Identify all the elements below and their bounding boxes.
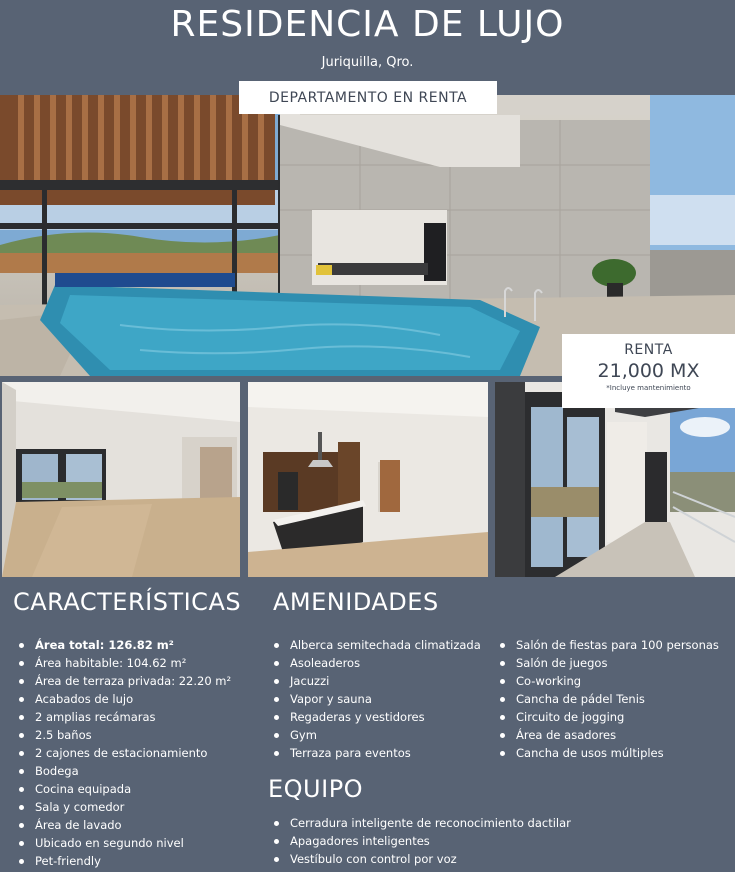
list-item: Bodega: [14, 762, 231, 780]
price-box: [562, 334, 735, 408]
list-item: Sala y comedor: [14, 798, 231, 816]
amenidades-list-col2: [495, 636, 719, 762]
photo-living-room: [2, 382, 240, 577]
list-item: Alberca semitechada climatizada: [269, 636, 481, 654]
list-item: Gym: [269, 726, 481, 744]
list-item: Jacuzzi: [269, 672, 481, 690]
list-item: Área de terraza privada: 22.20 m²: [14, 672, 231, 690]
list-item: Cerradura inteligente de reconocimiento dactilar: [269, 814, 571, 832]
list-item: Ubicado en segundo nivel: [14, 834, 231, 852]
list-item: Apagadores inteligentes: [269, 832, 571, 850]
kitchen-illustration: [248, 382, 488, 577]
list-item: Pet-friendly: [14, 852, 231, 870]
list-item: Acabados de lujo: [14, 690, 231, 708]
list-item: Asoleaderos: [269, 654, 481, 672]
list-item: Área total: 126.82 m²: [14, 636, 231, 654]
list-item: Terraza para eventos: [269, 744, 481, 762]
terrace-illustration: [495, 382, 735, 577]
list-item: Salón de juegos: [495, 654, 719, 672]
photo-terrace: [495, 382, 735, 577]
list-item: 2 cajones de estacionamiento: [14, 744, 231, 762]
list-item: Co-working: [495, 672, 719, 690]
list-item: Área de asadores: [495, 726, 719, 744]
list-item: Regaderas y vestidores: [269, 708, 481, 726]
price-value: 21,000 MX: [597, 360, 700, 382]
list-item: 2 amplias recámaras: [14, 708, 231, 726]
list-item: Vapor y sauna: [269, 690, 481, 708]
listing-type-label: DEPARTAMENTO EN RENTA: [239, 81, 497, 114]
photo-kitchen: [248, 382, 488, 577]
equipo-list: [269, 814, 571, 868]
list-item: Vestíbulo con control por voz: [269, 850, 571, 868]
equipo-heading: EQUIPO: [268, 775, 364, 803]
location: Juriquilla, Qro.: [321, 55, 414, 70]
living-room-illustration: [2, 382, 240, 577]
list-item: Cancha de usos múltiples: [495, 744, 719, 762]
list-item: Área de lavado: [14, 816, 231, 834]
list-item: Circuito de jogging: [495, 708, 719, 726]
list-item: Cancha de pádel Tenis: [495, 690, 719, 708]
list-item: 2.5 baños: [14, 726, 231, 744]
caracteristicas-heading: CARACTERÍSTICAS: [13, 588, 242, 616]
amenidades-list-col1: [269, 636, 481, 762]
price-label: RENTA: [624, 342, 673, 358]
list-item: Cocina equipada: [14, 780, 231, 798]
list-item: Salón de fiestas para 100 personas: [495, 636, 719, 654]
page-title: RESIDENCIA DE LUJO: [170, 4, 565, 45]
caracteristicas-list: [14, 636, 231, 870]
amenidades-heading: AMENIDADES: [273, 588, 439, 616]
price-note: *Incluye mantenimiento: [606, 384, 691, 392]
list-item: Área habitable: 104.62 m²: [14, 654, 231, 672]
